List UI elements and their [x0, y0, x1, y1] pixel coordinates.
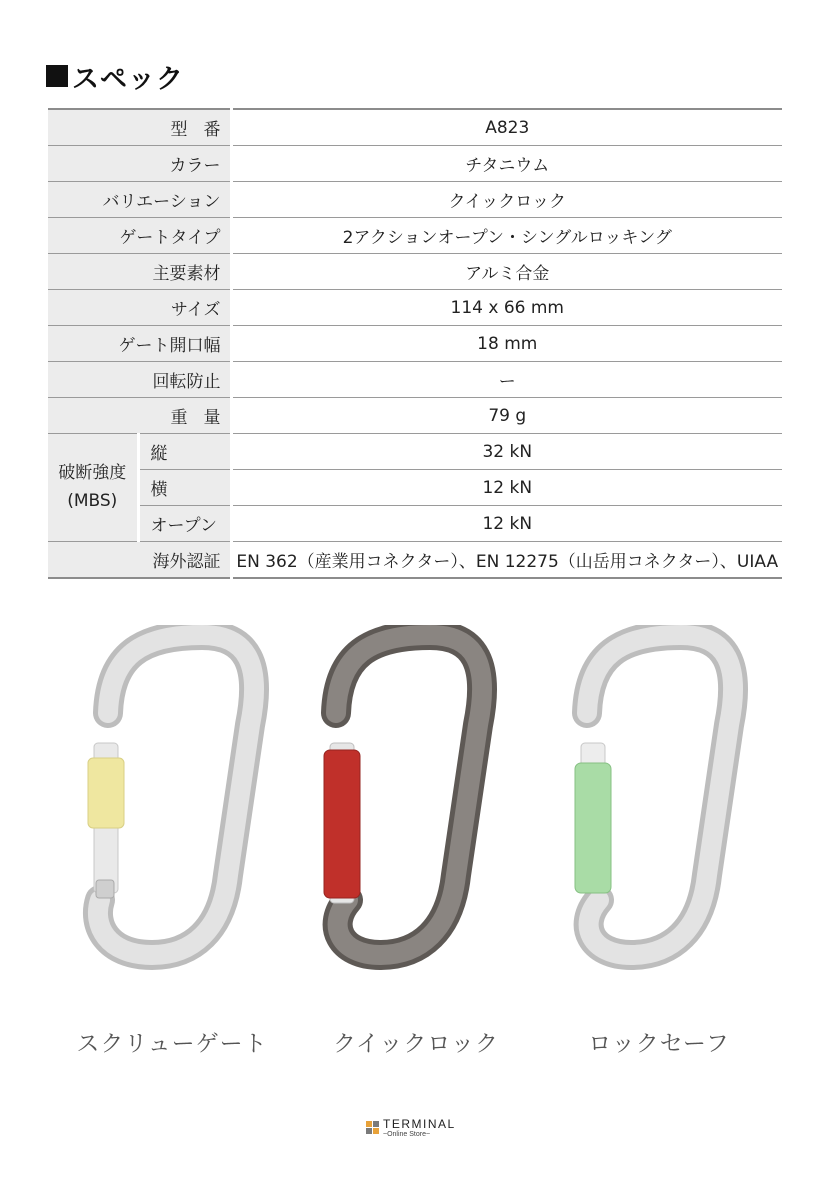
- section-title: [46, 56, 184, 96]
- spec-value: 2アクションオープン・シングルロッキング: [231, 218, 782, 254]
- spec-row-gate-type: [48, 218, 782, 254]
- spec-label: オープン: [138, 506, 231, 542]
- spec-row-mbs-minor: [48, 470, 782, 506]
- spec-row-size: [48, 290, 782, 326]
- spec-value: 114 x 66 mm: [231, 290, 782, 326]
- spec-row-mbs-open: [48, 506, 782, 542]
- spec-value: A823: [231, 109, 782, 146]
- spec-row-model: [48, 109, 782, 146]
- spec-label: 重量: [48, 398, 231, 434]
- spec-row-anti-rotation: [48, 362, 782, 398]
- spec-label: 回転防止: [48, 362, 231, 398]
- spec-value: クイックロック: [231, 182, 782, 218]
- spec-table: [48, 108, 782, 579]
- spec-label: ゲート開口幅: [48, 326, 231, 362]
- spec-row-mbs-major: [48, 434, 782, 470]
- store-logo-name: TERMINAL: [383, 1117, 456, 1131]
- spec-value: 12 kN: [231, 506, 782, 542]
- spec-value: 12 kN: [231, 470, 782, 506]
- product-screwgate: [52, 625, 292, 1065]
- spec-value: アルミ合金: [231, 254, 782, 290]
- spec-value: 79 g: [231, 398, 782, 434]
- spec-label: バリエーション: [48, 182, 231, 218]
- product-caption: ロックセーフ: [588, 1031, 730, 1057]
- spec-label: 型番: [48, 109, 231, 146]
- spec-row-certification: [48, 542, 782, 579]
- spec-row-variation: [48, 182, 782, 218]
- carabiner-quicklock-image: [296, 625, 536, 1015]
- spec-row-weight: [48, 398, 782, 434]
- product-quicklock: [296, 625, 536, 1065]
- spec-label: 主要素材: [48, 254, 231, 290]
- product-caption: スクリューゲート: [76, 1031, 268, 1057]
- store-logo: [366, 1118, 456, 1138]
- square-bullet-icon: [46, 65, 68, 87]
- section-title-text: スペック: [72, 63, 184, 95]
- store-logo-tagline: ~Online Store~: [383, 1131, 431, 1138]
- spec-label: 海外認証: [48, 542, 231, 579]
- store-logo-icon: [366, 1121, 380, 1135]
- spec-value: チタニウム: [231, 146, 782, 182]
- spec-label: ゲートタイプ: [48, 218, 231, 254]
- spec-value: 32 kN: [231, 434, 782, 470]
- spec-label: 縦: [138, 434, 231, 470]
- product-locksafe: [539, 625, 779, 1065]
- product-caption: クイックロック: [333, 1031, 499, 1057]
- product-variations: [0, 625, 833, 1065]
- carabiner-screwgate-image: [52, 625, 292, 1015]
- spec-row-color: [48, 146, 782, 182]
- mbs-group-label: 破断強度 (MBS): [48, 434, 138, 542]
- spec-label: カラー: [48, 146, 231, 182]
- spec-value: EN 362（産業用コネクター）、EN 12275（山岳用コネクター）、UIAA: [236, 552, 779, 572]
- spec-row-material: [48, 254, 782, 290]
- carabiner-locksafe-image: [539, 625, 779, 1015]
- spec-row-gate-opening: [48, 326, 782, 362]
- spec-value: 18 mm: [231, 326, 782, 362]
- spec-label: サイズ: [48, 290, 231, 326]
- spec-value: ー: [231, 362, 782, 398]
- spec-label: 横: [138, 470, 231, 506]
